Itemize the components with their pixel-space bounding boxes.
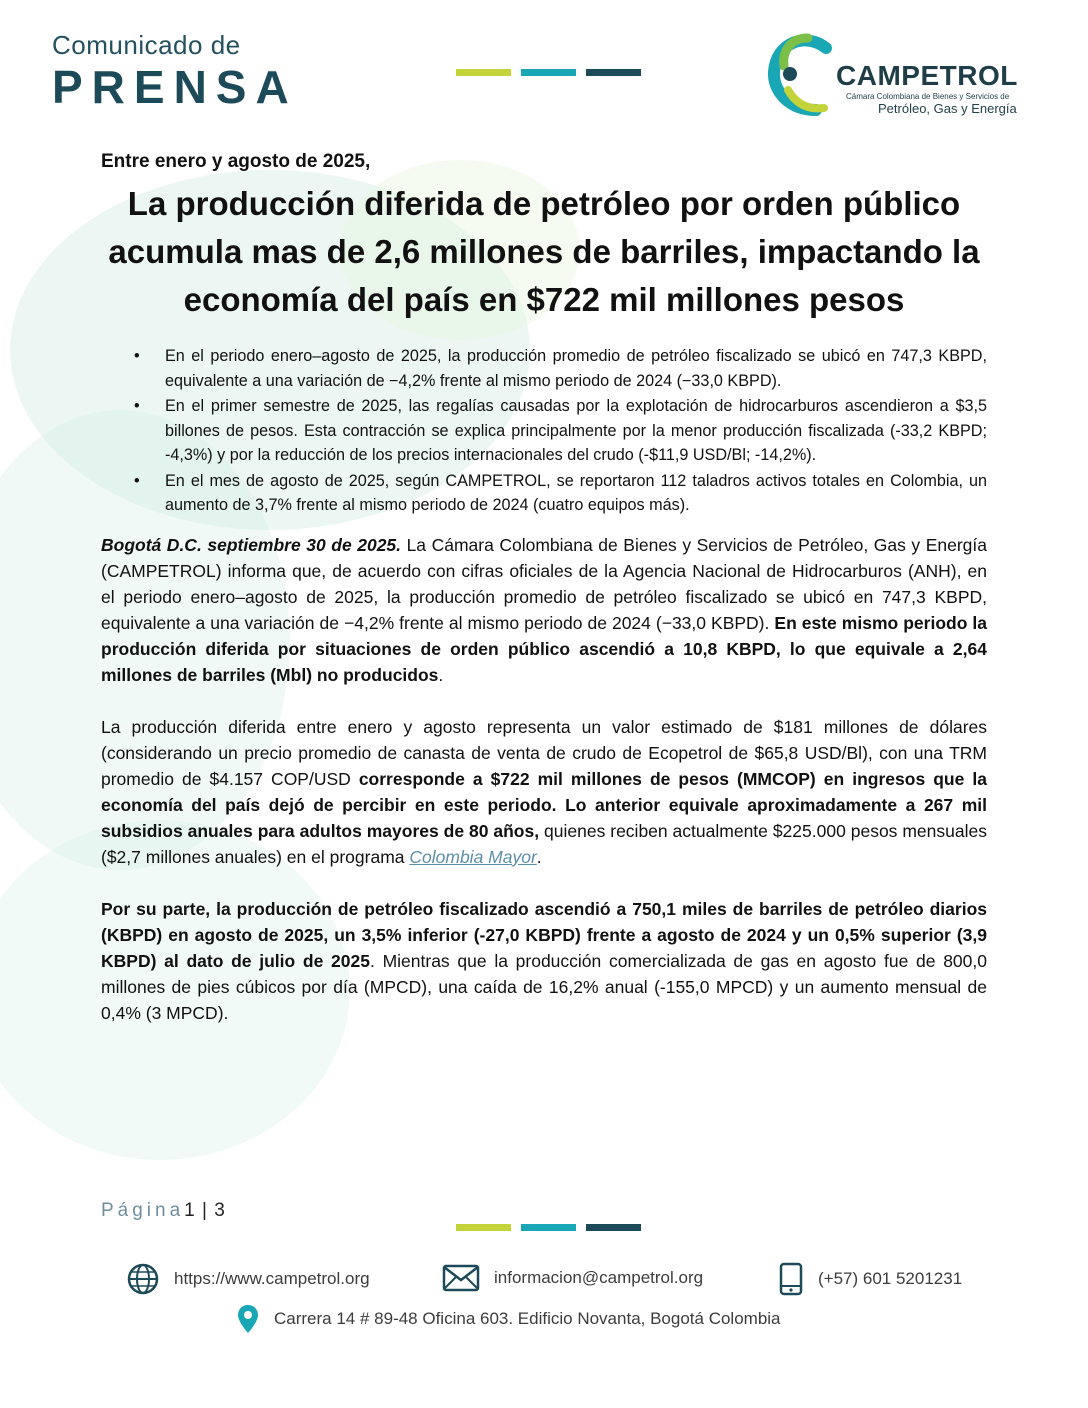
dateline: Bogotá D.C. septiembre 30 de 2025. <box>101 534 402 555</box>
phone-contact[interactable] <box>778 1262 962 1296</box>
email-text: informacion@campetrol.org <box>494 1268 704 1287</box>
paragraph-3: Por su parte, la producción de petróleo fiscalizado ascendió a 750,1 miles de barriles de petróleo diarios (KBPD) en agosto de 2025, un 3,5% inferior (-27,0 KBPD) frente a agosto de 2024 y un 0,5% superior (3,9 KBPD) al dato de julio de 2025. Mientras que la producción comercializada de gas en agosto fue de 800,0 millones de pies cúbicos por día (MPCD), una caída de 16,2% anual (-155,0 MPCD) y un aumento mensual de 0,4% (3 MPCD). <box>101 898 987 1023</box>
bullet-icon: • <box>134 347 140 365</box>
website-text: https://www.campetrol.org <box>174 1269 370 1288</box>
article-pretitle: Entre enero y agosto de 2025, <box>101 151 371 172</box>
paragraph-2: La producción diferida entre enero y agosto representa un valor estimado de $181 millones de dólares (considerando un precio promedio de canasta de venta de crudo de Ecopetrol de $65,8 USD/Bl), con una TRM promedio de $4.157 COP/USD corresponde a $722 mil millones de pesos (MMCOP) en ingresos que la economía del país dejó de percibir en este periodo. Lo anterior equivale aproximadamente a 267 mil subsidios anuales para adultos mayores de 80 años, quienes reciben actualmente $225.000 pesos mensuales ($2,7 millones anuales) en el programa Colombia Mayor. <box>101 716 987 867</box>
stripe-teal <box>521 1224 576 1231</box>
envelope-icon <box>442 1264 480 1292</box>
phone-text: (+57) 601 5201231 <box>818 1269 963 1288</box>
highlight-item: • En el mes de agosto de 2025, según CAMPETROL, se reportaron 112 taladros activos totales en Colombia, un aumento de 3,7% frente al mismo periodo de 2024 (cuatro equipos más). <box>165 469 987 518</box>
address-contact <box>236 1304 781 1334</box>
page-number: Página1 | 3 <box>101 1200 226 1221</box>
globe-icon <box>126 1262 160 1296</box>
heading-subtitle: Comunicado de <box>52 30 241 60</box>
campetrol-logo-mark <box>768 30 840 120</box>
article-title: La producción diferida de petróleo por orden público acumula mas de 2,6 millones de barriles, impactando la economía del país en $722 mil millones pesos <box>108 185 980 318</box>
stripe-teal <box>521 69 576 76</box>
location-pin-icon <box>236 1304 260 1334</box>
article <box>101 148 987 1026</box>
brand-tagline-2: Petróleo, Gas y Energía <box>878 101 1017 116</box>
stripe-navy <box>586 69 641 76</box>
paragraph-1: Bogotá D.C. septiembre 30 de 2025. La Cámara Colombiana de Bienes y Servicios de Petróleo, Gas y Energía (CAMPETROL) informa que, de acuerdo con cifras oficiales de la Agencia Nacional de Hidrocarburos (ANH), en el periodo enero–agosto de 2025, la producción promedio de petróleo fiscalizado se ubicó en 747,3 KBPD, equivalente a una variación de −4,2% frente al mismo periodo de 2024 (−33,0 KBPD). En este mismo periodo la producción diferida por situaciones de orden público ascendió a 10,8 KBPD, lo que equivale a 2,64 millones de barriles (Mbl) no producidos. <box>101 534 988 685</box>
highlights-list <box>101 344 987 518</box>
email-contact[interactable] <box>442 1264 703 1292</box>
stripe-lime <box>456 1224 511 1231</box>
phone-icon <box>778 1262 804 1296</box>
bullet-icon: • <box>134 397 140 415</box>
campetrol-logo <box>768 30 1048 120</box>
website-contact[interactable] <box>126 1262 370 1296</box>
highlight-item: • En el periodo enero–agosto de 2025, la producción promedio de petróleo fiscalizado se ubicó en 747,3 KBPD, equivalente a una variación de −4,2% frente al mismo periodo de 2024 (−33,0 KBPD). <box>165 344 987 393</box>
bottom-color-stripes <box>456 1224 641 1231</box>
press-release-heading <box>52 30 298 112</box>
stripe-lime <box>456 69 511 76</box>
brand-name: CAMPETROL <box>836 60 1018 91</box>
highlight-item: • En el primer semestre de 2025, las regalías causadas por la explotación de hidrocarburos ascendieron a $3,5 billones de pesos. Esta contracción se explica principalmente por la menor producción fiscalizada (-33,2 KBPD; -4,3%) y por la reducción de los precios internacionales del crudo (-$11,9 USD/Bl; -14,2%). <box>165 394 987 468</box>
address-text: Carrera 14 # 89-48 Oficina 603. Edificio Novanta, Bogotá Colombia <box>274 1309 781 1328</box>
brand-tagline-1: Cámara Colombiana de Bienes y Servicios de <box>846 92 1010 101</box>
stripe-navy <box>586 1224 641 1231</box>
top-color-stripes <box>456 69 641 76</box>
heading-main: PRENSA <box>52 61 298 113</box>
colombia-mayor-link[interactable]: Colombia Mayor <box>409 846 537 867</box>
bullet-icon: • <box>134 471 140 490</box>
